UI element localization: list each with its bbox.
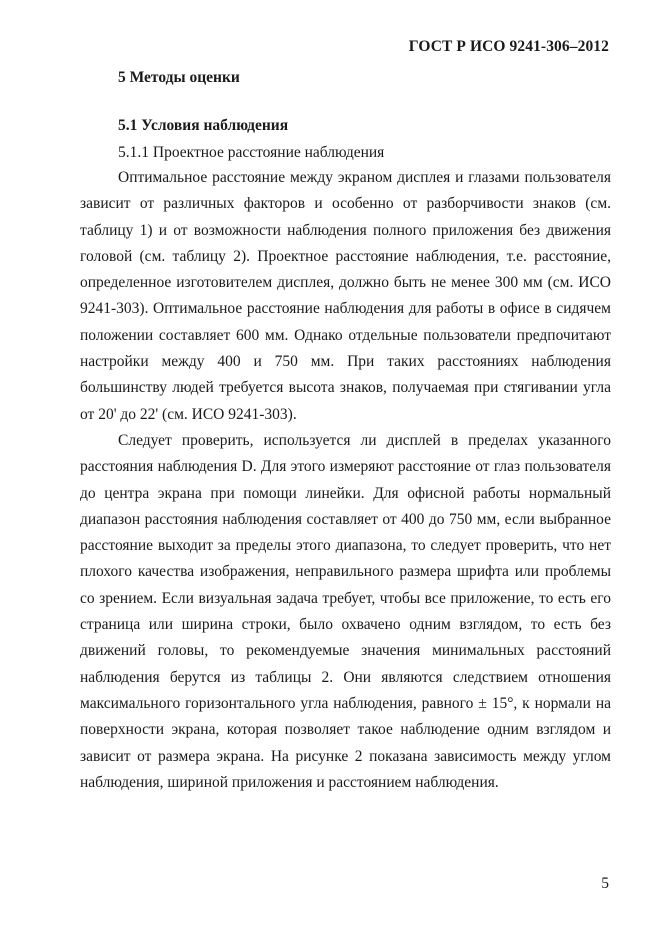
paragraph-verification: Следует проверить, используется ли дисплей в пределах указанного расстояния наблюдения D. Для этого измеряют расстояние от глаз пользователя до центра экрана при помощи линейки. Для офисной работы нормальный диапазон расстояния наблюдения составляет от 400 до 750 мм, если выбранное расстояние выходит за пределы этого диапазона, то следует проверить, что нет плохого качества изображения, неправильного размера шрифта или проблемы со зрением. Если визуальная задача требует, чтобы все приложение, то есть его страница или ширина строки, было охвачено одним взглядом, то есть без движений головы, то рекомендуемые значения минимальных расстояний наблюдения берутся из таблицы 2. Они являются следствием отношения максимального горизонтального угла наблюдения, равного ± 15°, к нормали на поверхности экрана, которая позволяет такое наблюдение одним взглядом и зависит от размера экрана. На рисунке 2 показана зависимость между углом наблюдения, шириной приложения и расстоянием наблюдения. [80,431,611,791]
body-text [80,165,611,796]
standard-header: ГОСТ Р ИСО 9241-306–2012 [408,38,609,55]
clause-title: 5.1.1 Проектное расстояние наблюдения [118,144,385,161]
subsection-title: 5.1 Условия наблюдения [118,117,289,134]
section-title: 5 Методы оценки [118,69,240,86]
paragraph-viewing-distance: Оптимальное расстояние между экраном дисплея и глазами пользователя зависит от различных факторов и особенно от разборчивости знаков (см. таблицу 1) и от возможности наблюдения полного приложения без движения головой (см. таблицу 2). Проектное расстояние наблюдения, т.е. расстояние, определенное изготовителем дисплея, должно быть не менее 300 мм (см. ИСО 9241-303). Оптимальное расстояние наблюдения для работы в офисе в сидячем положении составляет 600 мм. Однако отдельные пользователи предпочитают настройки между 400 и 750 мм. При таких расстояниях наблюдения большинству людей требуется высота знаков, получаемая при стягивании угла от 20' до 22' (см. ИСО 9241-303). [80,169,611,423]
page-number: 5 [601,875,609,892]
